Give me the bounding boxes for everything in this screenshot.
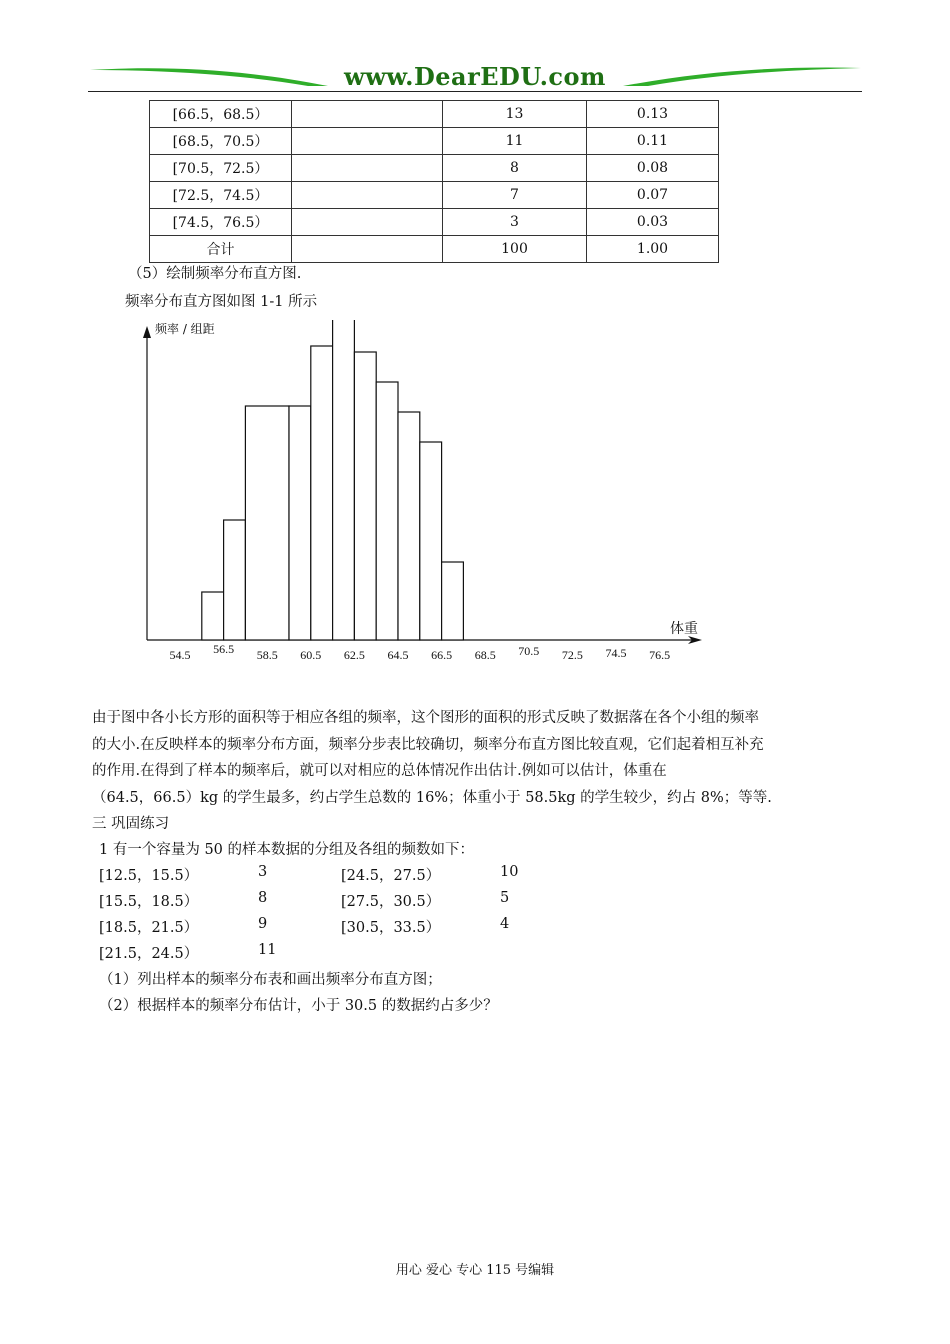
table-cell-count: 100 <box>443 236 587 263</box>
group-interval: [24.5，27.5） <box>341 868 441 884</box>
histogram-bar <box>420 442 442 640</box>
group-count: 10 <box>500 864 519 880</box>
histogram-bar <box>333 320 355 640</box>
histogram-bar <box>202 592 224 640</box>
left-swoosh-icon <box>90 68 328 86</box>
table-row <box>150 155 719 182</box>
section-title: 三 巩固练习 <box>92 816 170 832</box>
table-cell-total-label: 合计 <box>150 236 292 263</box>
step-5-text: （5）绘制频率分布直方图. <box>128 266 302 282</box>
table-cell-interval: [72.5，74.5） <box>150 182 292 209</box>
frequency-table <box>149 100 719 263</box>
table-cell-interval: [74.5，76.5） <box>150 209 292 236</box>
histogram-bar <box>289 406 311 640</box>
table-cell-tally <box>292 101 443 128</box>
paragraph-line: 由于图中各小长方形的面积等于相应各组的频率，这个图形的面积的形式反映了数据落在各个小组的频率 <box>92 710 759 726</box>
group-interval: [15.5，18.5） <box>99 894 199 910</box>
table-cell-count: 7 <box>443 182 587 209</box>
group-interval: [12.5，15.5） <box>99 868 199 884</box>
table-row <box>150 101 719 128</box>
table-row <box>150 128 719 155</box>
table-cell-frequency: 0.13 <box>587 101 719 128</box>
explanation-paragraph <box>92 705 862 812</box>
table-cell-tally <box>292 182 443 209</box>
table-row <box>150 209 719 236</box>
group-interval: [27.5，30.5） <box>341 894 441 910</box>
table-cell-frequency: 0.07 <box>587 182 719 209</box>
table-cell-tally <box>292 209 443 236</box>
x-tick-label: 68.5 <box>474 648 496 662</box>
x-tick-label: 66.5 <box>431 648 453 662</box>
page-footer: 用心 爱心 专心 115 号编辑 <box>395 1263 555 1278</box>
table-row <box>150 182 719 209</box>
group-count: 9 <box>258 916 268 932</box>
table-cell-count: 13 <box>443 101 587 128</box>
right-swoosh-icon <box>623 68 861 86</box>
table-cell-count: 11 <box>443 128 587 155</box>
question-2: （2）根据样本的频率分布估计，小于 30.5 的数据约占多少？ <box>99 998 498 1014</box>
table-cell-frequency: 1.00 <box>587 236 719 263</box>
group-interval: [21.5，24.5） <box>99 946 199 962</box>
x-tick-label: 56.5 <box>213 642 235 656</box>
paragraph-line: （64.5，66.5）kg 的学生最多，约占学生总数的 16%；体重小于 58.5kg 的学生较少，约占 8%；等等. <box>92 790 772 807</box>
paragraph-line: 的作用.在得到了样本的频率后，就可以对相应的总体情况作出估计.例如可以估计，体重在 <box>92 763 667 780</box>
table-cell-count: 8 <box>443 155 587 182</box>
x-tick-label: 72.5 <box>561 648 583 662</box>
header-divider <box>88 91 862 92</box>
x-tick-label: 70.5 <box>518 644 540 658</box>
x-tick-label: 62.5 <box>343 648 365 662</box>
table-total-row <box>150 236 719 263</box>
exercise-intro: 1 有一个容量为 50 的样本数据的分组及各组的频数如下： <box>99 842 475 858</box>
group-count: 11 <box>258 942 277 958</box>
histogram-bar <box>376 382 398 640</box>
table-cell-interval: [66.5，68.5） <box>150 101 292 128</box>
y-axis-arrow-icon <box>143 326 151 338</box>
x-tick-label: 64.5 <box>387 648 409 662</box>
histogram-bar <box>224 520 246 640</box>
group-interval: [18.5，21.5） <box>99 920 199 936</box>
table-cell-interval: [70.5，72.5） <box>150 155 292 182</box>
x-tick-label: 60.5 <box>300 648 322 662</box>
table-cell-frequency: 0.08 <box>587 155 719 182</box>
table-cell-tally <box>292 155 443 182</box>
figure-caption: 频率分布直方图如图 1-1 所示 <box>125 294 318 310</box>
group-count: 5 <box>500 890 510 906</box>
x-tick-label: 74.5 <box>605 646 627 660</box>
group-count: 8 <box>258 890 268 906</box>
x-tick-label: 58.5 <box>256 648 278 662</box>
histogram-bar <box>245 406 289 640</box>
frequency-histogram <box>120 320 720 670</box>
table-cell-frequency: 0.11 <box>587 128 719 155</box>
histogram-bar <box>354 352 376 640</box>
table-cell-count: 3 <box>443 209 587 236</box>
x-axis-label: 体重 <box>670 621 698 637</box>
table-cell-interval: [68.5，70.5） <box>150 128 292 155</box>
x-tick-label: 54.5 <box>169 648 191 662</box>
paragraph-line: 的大小.在反映样本的频率分布方面，频率分步表比较确切，频率分布直方图比较直观，它们起着相互补充 <box>92 736 764 753</box>
table-cell-frequency: 0.03 <box>587 209 719 236</box>
group-count: 4 <box>500 916 510 932</box>
site-brand[interactable]: www.DearEDU.com <box>344 62 606 91</box>
table-cell-tally <box>292 236 443 263</box>
x-tick-label: 76.5 <box>649 648 671 662</box>
histogram-bar <box>398 412 420 640</box>
group-interval: [30.5，33.5） <box>341 920 441 936</box>
group-count: 3 <box>258 864 268 880</box>
histogram-bar <box>311 346 333 640</box>
question-1: （1）列出样本的频率分布表和画出频率分布直方图； <box>99 972 442 988</box>
histogram-bar <box>442 562 464 640</box>
table-cell-tally <box>292 128 443 155</box>
y-axis-label: 频率 / 组距 <box>155 322 215 336</box>
